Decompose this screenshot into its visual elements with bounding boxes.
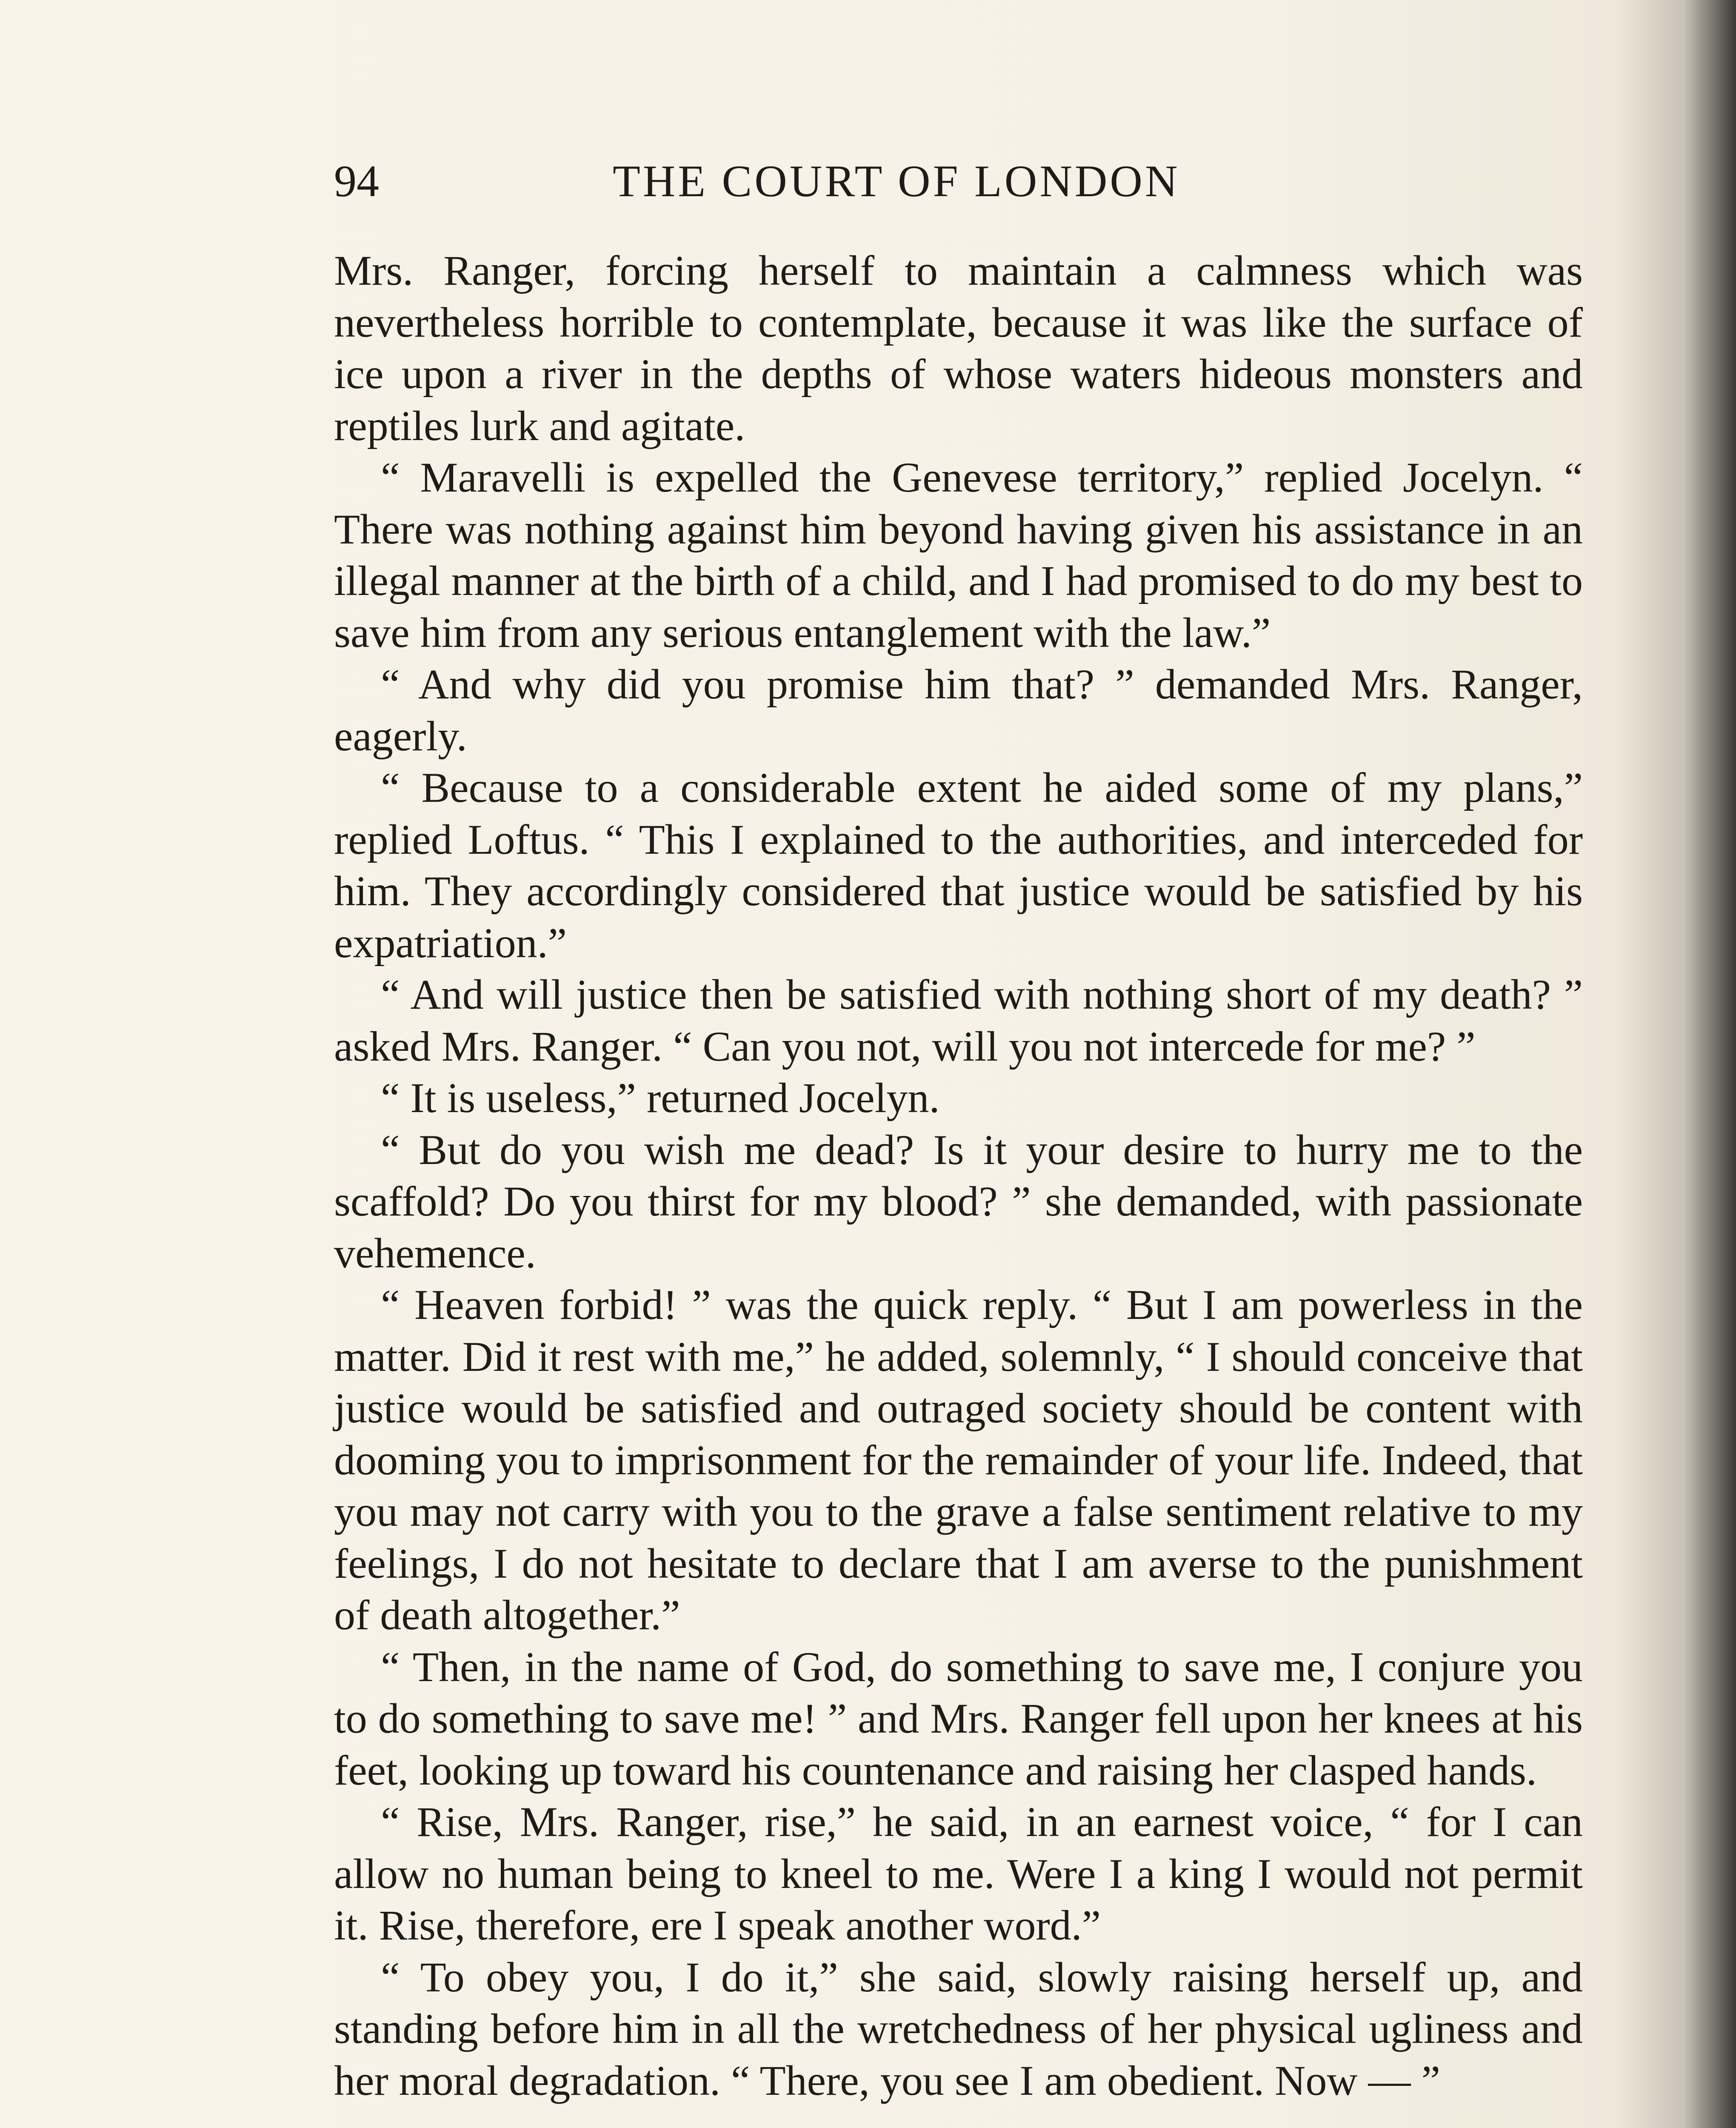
paragraph: “ Rise, Mrs. Ranger, rise,” he said, in an earnest voice, “ for I can allow no human being to kneel to me. Were I a king I would not permit it. Rise, therefore, ere I speak another word.”: [334, 1798, 1583, 1949]
paragraph: “ And why did you promise him that? ” demanded Mrs. Ranger, eagerly.: [334, 661, 1583, 760]
running-title: THE COURT OF LONDON: [613, 156, 1180, 206]
paragraph: “ It is useless,” returned Jocelyn.: [381, 1074, 940, 1121]
paragraph: “ To obey you, I do it,” she said, slowly raising herself up, and standing before him in all the wretchedness of her physical ugliness and her moral degradation. “ There, you see I am obedient. Now — ”: [334, 1953, 1583, 2104]
paragraph: “ Maravelli is expelled the Genevese territory,” replied Jocelyn. “ There was nothing against him beyond having given his assistance in an illegal manner at the birth of a child, and I had promised to do my best to save him from any serious entanglement with the law.”: [334, 454, 1583, 656]
paragraph: “ Then, in the name of God, do something to save me, I conjure you to do something to save me! ” and Mrs. Ranger fell upon her knees at his feet, looking up toward his countenance and raising her clasped hands.: [334, 1643, 1583, 1794]
paragraph: Mrs. Ranger, forcing herself to maintain a calmness which was nevertheless horrible to contemplate, because it was like the surface of ice upon a river in the depths of whose waters hideous monsters and reptiles lurk and agitate.: [334, 247, 1583, 449]
paragraph: “ And will justice then be satisfied with nothing short of my death? ” asked Mrs. Ranger. “ Can you not, will you not intercede for me? ”: [334, 971, 1583, 1070]
paragraph: “ Because to a considerable extent he aided some of my plans,” replied Loftus. “ This I explained to the authorities, and interceded for him. They accordingly considered that justice would be satisfied by his expatriation.”: [334, 764, 1583, 967]
paragraph: “ But do you wish me dead? Is it your desire to hurry me to the scaffold? Do you thirst for my blood? ” she demanded, with passionate vehemence.: [334, 1126, 1583, 1277]
body-text: [334, 245, 1583, 2106]
page-number: 94: [334, 156, 379, 206]
paragraph: “ Heaven forbid! ” was the quick reply. “ But I am powerless in the matter. Did it rest with me,” he added, solemnly, “ I should conceive that justice would be satisfied and outraged society should be content with dooming you to imprisonment for the remainder of your life. Indeed, that you may not carry with you to the grave a false sentiment relative to my feelings, I do not hesitate to declare that I am averse to the punishment of death altogether.”: [334, 1281, 1583, 1639]
page-header: [334, 155, 1583, 211]
